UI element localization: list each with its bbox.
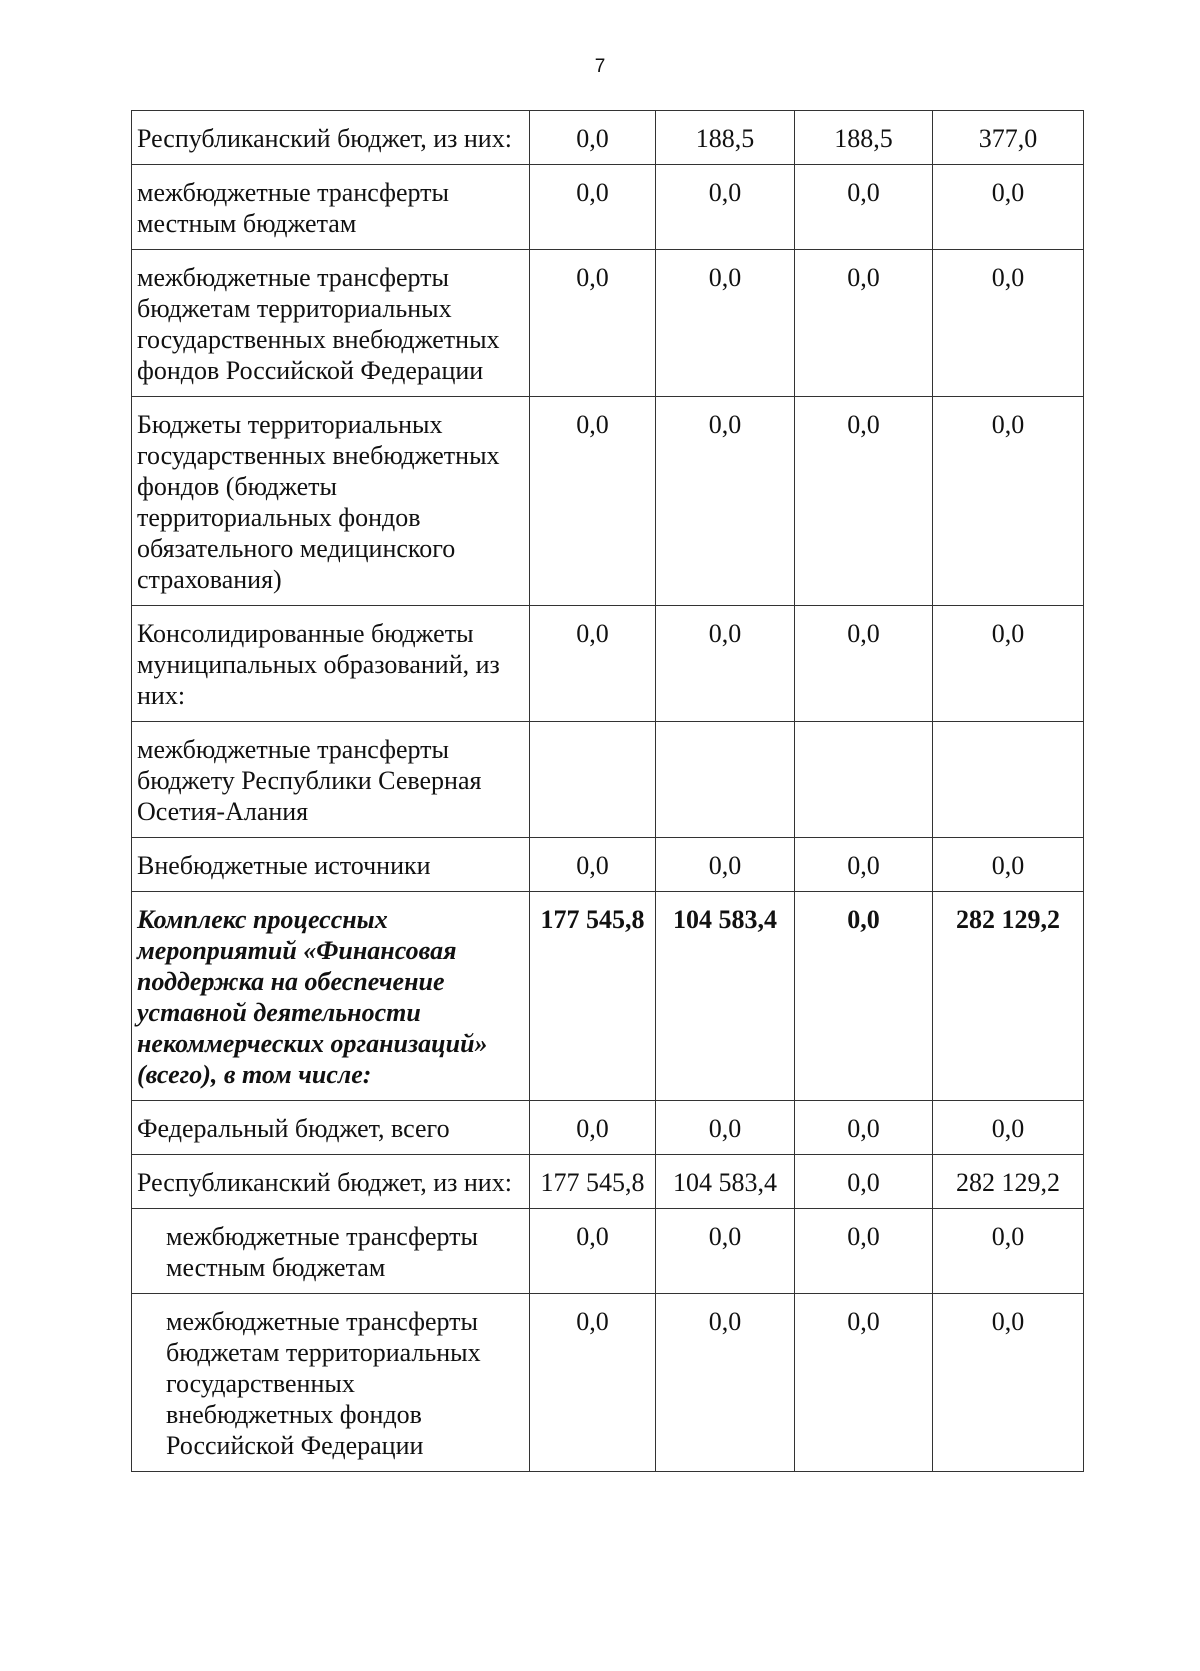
row-value: 0,0 <box>795 250 933 397</box>
row-value: 0,0 <box>795 606 933 722</box>
row-label: межбюджетные трансферты местным бюджетам <box>132 1209 530 1294</box>
row-value: 0,0 <box>656 1294 795 1472</box>
row-value: 282 129,2 <box>933 892 1084 1101</box>
row-label: Республиканский бюджет, из них: <box>132 111 530 165</box>
row-label: Консолидированные бюджеты муниципальных образований, из них: <box>132 606 530 722</box>
table-row <box>132 397 1084 606</box>
table-row <box>132 111 1084 165</box>
table-row <box>132 606 1084 722</box>
table-row <box>132 722 1084 838</box>
table-row <box>132 1209 1084 1294</box>
row-value <box>656 722 795 838</box>
table-row <box>132 1294 1084 1472</box>
row-value: 104 583,4 <box>656 892 795 1101</box>
row-value: 0,0 <box>933 1294 1084 1472</box>
row-label: Бюджеты территориальных государственных внебюджетных фондов (бюджеты территориальных фондов обязательного медицинского страхования) <box>132 397 530 606</box>
row-value: 282 129,2 <box>933 1155 1084 1209</box>
row-value: 0,0 <box>933 1209 1084 1294</box>
row-value: 0,0 <box>656 1101 795 1155</box>
row-value: 0,0 <box>656 838 795 892</box>
row-value: 377,0 <box>933 111 1084 165</box>
row-value: 177 545,8 <box>530 892 656 1101</box>
row-value: 0,0 <box>530 165 656 250</box>
budget-table <box>131 110 1084 1472</box>
row-value: 0,0 <box>795 892 933 1101</box>
row-value: 0,0 <box>933 606 1084 722</box>
row-value: 0,0 <box>933 250 1084 397</box>
table-row <box>132 1155 1084 1209</box>
table-row <box>132 892 1084 1101</box>
row-value: 0,0 <box>530 111 656 165</box>
row-value: 0,0 <box>933 397 1084 606</box>
row-value: 177 545,8 <box>530 1155 656 1209</box>
row-label: Внебюджетные источники <box>132 838 530 892</box>
row-value <box>933 722 1084 838</box>
row-value: 0,0 <box>530 397 656 606</box>
table-row <box>132 165 1084 250</box>
row-value: 0,0 <box>656 606 795 722</box>
row-value: 0,0 <box>795 1209 933 1294</box>
row-value: 0,0 <box>795 397 933 606</box>
row-value: 0,0 <box>656 1209 795 1294</box>
row-value: 104 583,4 <box>656 1155 795 1209</box>
row-value: 0,0 <box>933 1101 1084 1155</box>
row-label: Федеральный бюджет, всего <box>132 1101 530 1155</box>
row-value: 0,0 <box>795 1294 933 1472</box>
table-row <box>132 1101 1084 1155</box>
row-label: Республиканский бюджет, из них: <box>132 1155 530 1209</box>
row-value: 0,0 <box>530 1209 656 1294</box>
row-value: 188,5 <box>656 111 795 165</box>
row-label: Комплекс процессных мероприятий «Финансовая поддержка на обеспечение уставной деятельности некоммерческих организаций» (всего), в том числе: <box>132 892 530 1101</box>
row-value: 0,0 <box>656 250 795 397</box>
page-number: 7 <box>594 56 606 77</box>
row-value: 0,0 <box>795 165 933 250</box>
row-value: 0,0 <box>530 1101 656 1155</box>
row-value: 0,0 <box>530 606 656 722</box>
row-value: 0,0 <box>795 1155 933 1209</box>
row-value: 0,0 <box>933 165 1084 250</box>
row-label: межбюджетные трансферты бюджету Республики Северная Осетия-Алания <box>132 722 530 838</box>
row-value: 0,0 <box>530 1294 656 1472</box>
row-value: 188,5 <box>795 111 933 165</box>
row-value: 0,0 <box>795 1101 933 1155</box>
row-value: 0,0 <box>933 838 1084 892</box>
row-label: межбюджетные трансферты местным бюджетам <box>132 165 530 250</box>
row-value: 0,0 <box>795 838 933 892</box>
row-value <box>795 722 933 838</box>
row-value: 0,0 <box>530 838 656 892</box>
row-value: 0,0 <box>530 250 656 397</box>
row-value <box>530 722 656 838</box>
table-row <box>132 838 1084 892</box>
row-label: межбюджетные трансферты бюджетам территориальных государственных внебюджетных фондов Российской Федерации <box>132 1294 530 1472</box>
row-value: 0,0 <box>656 165 795 250</box>
table-row <box>132 250 1084 397</box>
row-value: 0,0 <box>656 397 795 606</box>
row-label: межбюджетные трансферты бюджетам территориальных государственных внебюджетных фондов Российской Федерации <box>132 250 530 397</box>
